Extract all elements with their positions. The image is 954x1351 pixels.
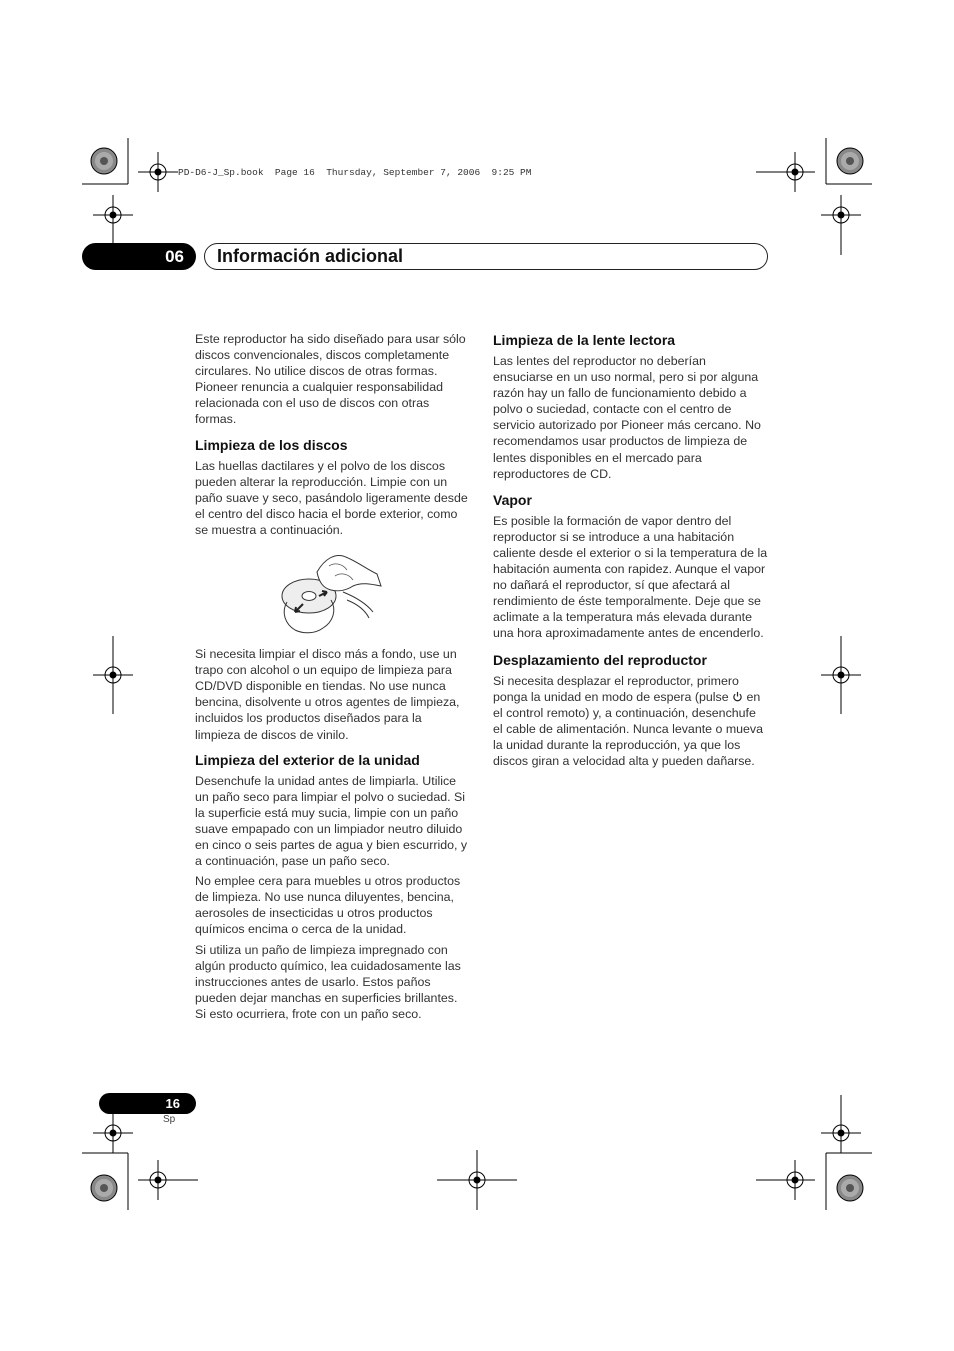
intro-paragraph: Este reproductor ha sido diseñado para usar sólo discos convencionales, discos completamente circulares. No utilice discos de otras formas. Pioneer renuncia a cualquier responsabilidad relacionada con el uso de discos con otras formas. (195, 332, 466, 427)
crosshair-mark (821, 1113, 861, 1153)
crosshair-mark (775, 152, 815, 192)
lens-cleaning-paragraph: Las lentes del reproductor no deberían ensuciarse en un uso normal, pero si por alguna razón hay un fallo de funcionamiento debido a polvo o suciedad, contacte con el centro de servicio autorizado por Pioneer más cercano. No recomendamos usar productos de limpieza de lentes disponibles en el mercado para reproductores de CD. (493, 354, 761, 481)
page-language-label: Sp (163, 1114, 176, 1125)
starburst-mark-bottom-right (837, 1175, 863, 1201)
starburst-mark-top-right (837, 148, 863, 174)
exterior-cleaning-paragraph-1: Desenchufe la unidad antes de limpiarla. Utilice un paño seco para limpiar el polvo o suciedad. Si la superficie está muy sucia, limpie con un paño suave empapado con un limpiador neutro diluido en cinco o seis partes de agua y bien escurrido, y a continuación, pase un paño seco. (195, 773, 468, 869)
moving-heading: Desplazamiento del reproductor (493, 651, 707, 668)
disc-cleaning-illustration (273, 552, 383, 634)
power-standby-icon (732, 691, 743, 702)
crosshair-mark (821, 655, 861, 695)
lens-cleaning-heading: Limpieza de la lente lectora (493, 332, 676, 348)
right-column (493, 331, 768, 769)
exterior-cleaning-paragraph-3: Si utiliza un paño de limpieza impregnado con algún producto químico, lea cuidadosamente las instrucciones antes de usarlo. Estos paños pueden dejar manchas en superficies brillantes. Si esto ocurriera, frote con un paño seco. (195, 942, 461, 1021)
crosshair-mark (93, 655, 133, 695)
moving-paragraph (493, 673, 768, 770)
disc-cleaning-heading: Limpieza de los discos (195, 436, 348, 453)
chapter-title: Información adicional (217, 246, 404, 266)
exterior-cleaning-paragraph-2: No emplee cera para muebles u otros productos de limpieza. No use nunca diluyentes, bencina, aerosoles de insecticidas u otros productos químicos encima o cerca de la unidad. (195, 874, 461, 937)
crosshair-mark (93, 1113, 133, 1153)
starburst-mark-top-left (91, 148, 117, 174)
crosshair-mark (138, 1160, 178, 1200)
cloth-shape (317, 556, 381, 591)
moving-text-part-2: en el control remoto) y, a continuación, desenchufe el cable de alimentación. Nunca levante o mueva la unidad durante la reproducción, ya que los discos giran a velocidad alta y pueden dañarse. (493, 689, 764, 768)
condensation-paragraph: Es posible la formación de vapor dentro del reproductor si se introduce a una habitación caliente desde el exterior o si la temperatura de la habitación aumenta con rapidez. Aunque el vapor no dañará el reproductor, sí que afectará al rendimiento de éste temporalmente. Deje que se aclimate a la temperatura más elevada durante una hora aproximadamente antes de encenderlo. (493, 513, 768, 641)
chapter-number-badge: 06 (82, 243, 196, 270)
left-column (195, 331, 470, 1022)
exterior-cleaning-heading: Limpieza del exterior de la unidad (195, 751, 420, 768)
crosshair-mark (821, 195, 861, 235)
crosshair-mark (138, 152, 178, 192)
deep-cleaning-paragraph: Si necesita limpiar el disco más a fondo, use un trapo con alcohol o un equipo de limpieza para CD/DVD disponible en tiendas. No use nunca bencina, disolvente u otros agentes de limpieza, incluidos los productos diseñados para la limpieza de discos de vinilo. (195, 647, 460, 742)
crosshair-mark (93, 195, 133, 235)
disc-hole (302, 592, 316, 601)
crosshair-mark (775, 1160, 815, 1200)
moving-text-part-1: Si necesita desplazar el reproductor, primero ponga la unidad en modo de espera (pulse (493, 673, 739, 704)
starburst-mark-bottom-left (91, 1175, 117, 1201)
crosshair-mark (457, 1160, 497, 1200)
condensation-heading: Vapor (493, 491, 532, 508)
wiping-hand (343, 592, 373, 618)
print-header: PD-D6-J_Sp.book Page 16 Thursday, September 7, 2006 9:25 PM (178, 167, 532, 178)
page-number-badge: 16 (99, 1093, 196, 1114)
disc-cleaning-paragraph: Las huellas dactilares y el polvo de los discos pueden alterar la reproducción. Limpie con un paño suave y seco, pasándolo ligeramente desde el centro del disco hacia el borde exterior, como se muestra a continuación. (195, 458, 468, 537)
